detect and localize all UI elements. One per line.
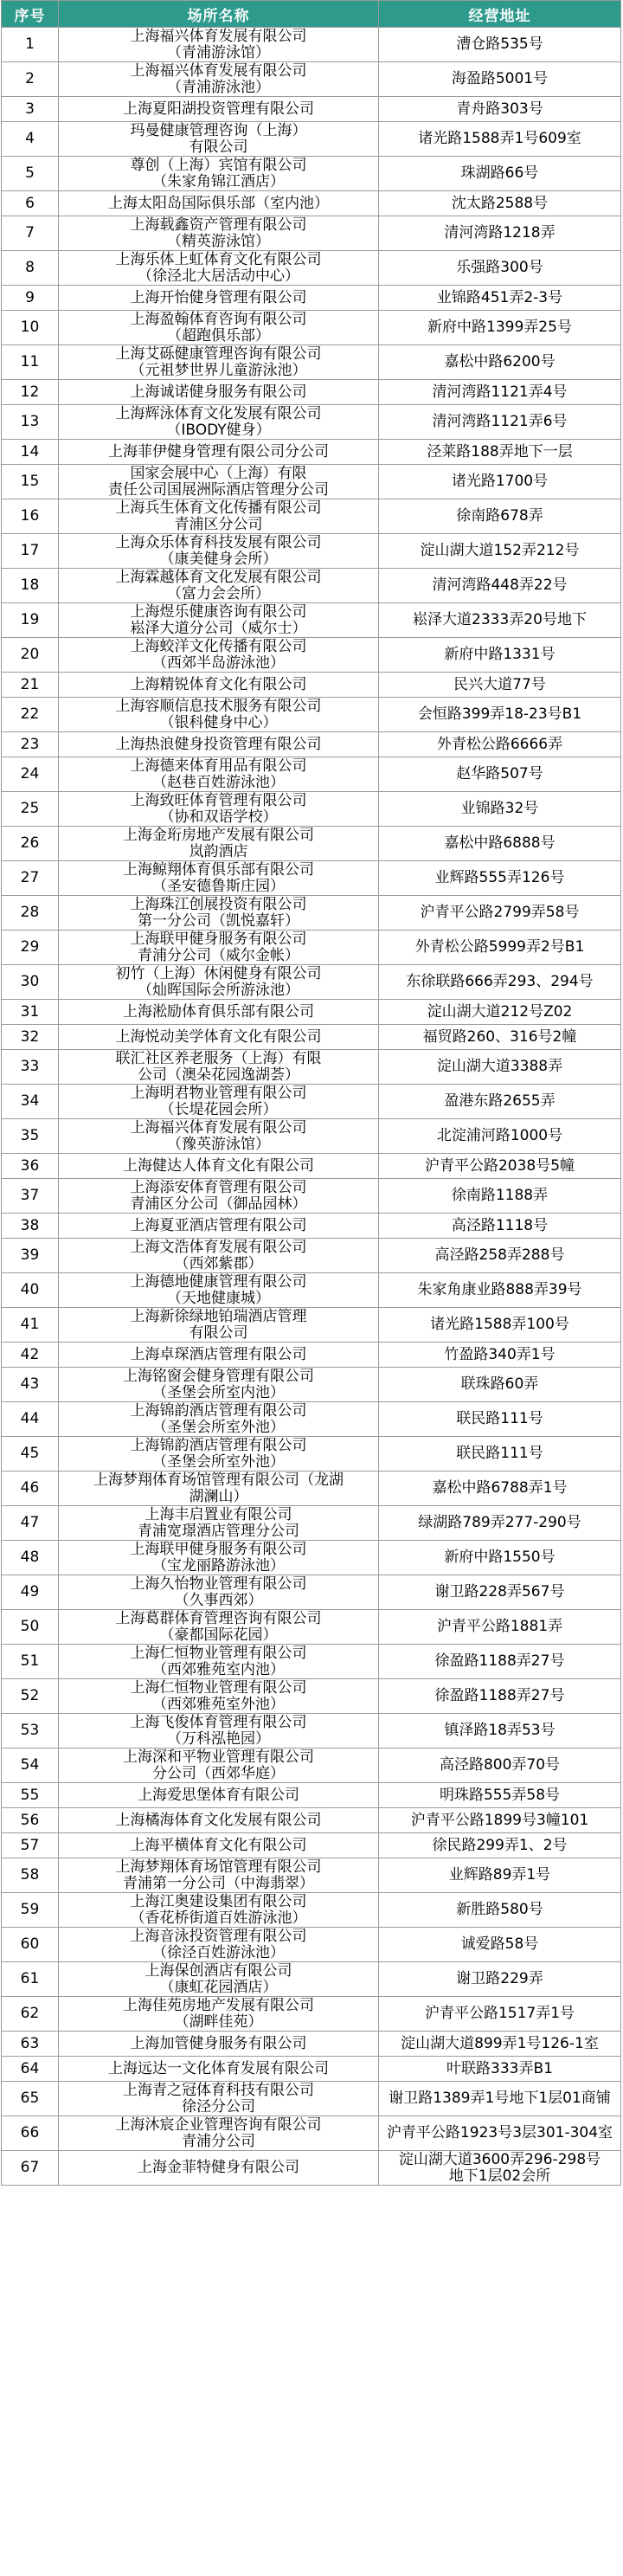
address-cell: 乐强路300号 (379, 251, 621, 286)
venue-name-cell: 上海音泳投资管理有限公司 （徐泾百姓游泳池） (59, 1928, 379, 1962)
venue-name-cell: 上海远达一文化体育发展有限公司 (59, 2057, 379, 2082)
table-row (2, 97, 621, 122)
row-number-cell: 23 (2, 732, 59, 757)
address-cell: 嘉松中路6888号 (379, 827, 621, 861)
table-row (2, 1085, 621, 1119)
address-cell: 诸光路1588弄100号 (379, 1308, 621, 1343)
table-row (2, 1402, 621, 1437)
row-number-cell: 32 (2, 1025, 59, 1050)
row-number-cell: 19 (2, 603, 59, 638)
table-row (2, 62, 621, 97)
address-cell: 业锦路451弄2-3号 (379, 286, 621, 311)
table-row (2, 1962, 621, 1997)
venue-name-cell: 上海精锐体育文化有限公司 (59, 673, 379, 698)
table-row (2, 2151, 621, 2186)
table-row (2, 191, 621, 216)
address-cell: 高泾路800弄70号 (379, 1748, 621, 1783)
table-row (2, 1714, 621, 1748)
table-row (2, 534, 621, 569)
address-cell: 漕仓路535号 (379, 28, 621, 62)
row-number-cell: 44 (2, 1402, 59, 1437)
header-number: 序号 (2, 1, 59, 28)
row-number-cell: 20 (2, 638, 59, 673)
venue-name-cell: 上海煜乐健康咨询有限公司 崧泽大道分公司（威尔士） (59, 603, 379, 638)
venue-name-cell: 上海霖越体育文化发展有限公司 （富力会会所） (59, 569, 379, 603)
address-cell: 沪青平公路1517弄1号 (379, 1997, 621, 2032)
address-cell: 淀山湖大道899弄1号126-1室 (379, 2032, 621, 2057)
venue-name-cell: 玛曼健康管理咨询（上海） 有限公司 (59, 122, 379, 157)
row-number-cell: 62 (2, 1997, 59, 2032)
venue-name-cell: 上海蛟洋文化传播有限公司 （西郊半岛游泳池） (59, 638, 379, 673)
table-row (2, 965, 621, 1000)
row-number-cell: 13 (2, 405, 59, 440)
table-row (2, 1610, 621, 1645)
venue-name-cell: 上海容顺信息技术服务有限公司 （银科健身中心） (59, 698, 379, 732)
table-row (2, 1368, 621, 1402)
address-cell: 徐南路678弄 (379, 499, 621, 534)
address-cell: 谢卫路229弄 (379, 1962, 621, 1997)
table-row (2, 2116, 621, 2151)
row-number-cell: 60 (2, 1928, 59, 1962)
venue-name-cell: 上海葛群体育管理咨询有限公司 （豪都国际花园） (59, 1610, 379, 1645)
venue-name-cell: 上海福兴体育发展有限公司 （青浦游泳池） (59, 62, 379, 97)
table-row (2, 1214, 621, 1239)
address-cell: 嘉松中路6788弄1号 (379, 1472, 621, 1506)
venue-name-cell: 上海仁恒物业管理有限公司 （西郊雅苑室外池） (59, 1679, 379, 1714)
row-number-cell: 3 (2, 97, 59, 122)
table-row (2, 1273, 621, 1308)
table-row (2, 405, 621, 440)
row-number-cell: 1 (2, 28, 59, 62)
venue-name-cell: 初竹（上海）休闲健身有限公司 （灿晖国际会所游泳池） (59, 965, 379, 1000)
table-row (2, 1154, 621, 1179)
row-number-cell: 15 (2, 465, 59, 499)
table-row (2, 638, 621, 673)
address-cell: 竹盈路340弄1号 (379, 1343, 621, 1368)
table-row (2, 603, 621, 638)
table-row (2, 1239, 621, 1273)
address-cell: 朱家角康业路888弄39号 (379, 1273, 621, 1308)
venue-name-cell: 上海诚诺健身服务有限公司 (59, 380, 379, 405)
address-cell: 民兴大道77号 (379, 673, 621, 698)
venue-name-cell: 上海深和平物业管理有限公司 分公司（西郊华庭） (59, 1748, 379, 1783)
header-address: 经营地址 (379, 1, 621, 28)
row-number-cell: 38 (2, 1214, 59, 1239)
row-number-cell: 8 (2, 251, 59, 286)
venue-name-cell: 上海佳苑房地产发展有限公司 （湖畔佳苑） (59, 1997, 379, 2032)
row-number-cell: 57 (2, 1833, 59, 1858)
row-number-cell: 43 (2, 1368, 59, 1402)
address-cell: 淀山湖大道3600弄296-298号 地下1层02会所 (379, 2151, 621, 2186)
address-cell: 沪青平公路2799弄58号 (379, 896, 621, 931)
row-number-cell: 18 (2, 569, 59, 603)
address-cell: 清河湾路1218弄 (379, 216, 621, 251)
venue-name-cell: 上海保创酒店有限公司 （康虹花园酒店） (59, 1962, 379, 1997)
address-cell: 徐盈路1188弄27号 (379, 1679, 621, 1714)
row-number-cell: 6 (2, 191, 59, 216)
table-row (2, 1858, 621, 1893)
table-row (2, 1645, 621, 1679)
address-cell: 沈太路2588号 (379, 191, 621, 216)
table-row (2, 122, 621, 157)
address-cell: 海盈路5001号 (379, 62, 621, 97)
table-row (2, 931, 621, 965)
venue-name-cell: 上海健达人体育文化有限公司 (59, 1154, 379, 1179)
table-row (2, 1050, 621, 1085)
venue-name-cell: 上海热浪健身投资管理有限公司 (59, 732, 379, 757)
table-row (2, 2032, 621, 2057)
venue-name-cell: 上海铭窗会健身管理有限公司 （圣堡会所室内池） (59, 1368, 379, 1402)
venue-name-cell: 上海梦翔体育场馆管理有限公司 青浦第一分公司（中海翡翠） (59, 1858, 379, 1893)
table-row (2, 732, 621, 757)
table-row (2, 311, 621, 345)
address-cell: 珠湖路66号 (379, 157, 621, 191)
table-row (2, 1541, 621, 1575)
address-cell: 崧泽大道2333弄20号地下 (379, 603, 621, 638)
table-row (2, 380, 621, 405)
venue-name-cell: 上海飞俊体育管理有限公司 （万科泓艳园） (59, 1714, 379, 1748)
table-row (2, 1000, 621, 1025)
address-cell: 赵华路507号 (379, 757, 621, 792)
address-cell: 诸光路1588弄1号609室 (379, 122, 621, 157)
row-number-cell: 41 (2, 1308, 59, 1343)
header-row (2, 1, 621, 28)
row-number-cell: 67 (2, 2151, 59, 2186)
address-cell: 新府中路1550号 (379, 1541, 621, 1575)
header-venue-name: 场所名称 (59, 1, 379, 28)
venue-name-cell: 上海梦翔体育场馆管理有限公司（龙湖 湖澜山） (59, 1472, 379, 1506)
address-cell: 新胜路580号 (379, 1893, 621, 1928)
venue-name-cell: 上海江奥建设集团有限公司 （香花桥街道百姓游泳池） (59, 1893, 379, 1928)
row-number-cell: 66 (2, 2116, 59, 2151)
venue-name-cell: 上海添安体育管理有限公司 青浦区分公司（御品园林） (59, 1179, 379, 1214)
venue-name-cell: 上海文浩体育发展有限公司 （西郊紫郡） (59, 1239, 379, 1273)
venue-name-cell: 上海仁恒物业管理有限公司 （西郊雅苑室内池） (59, 1645, 379, 1679)
table-row (2, 1575, 621, 1610)
venue-name-cell: 上海明君物业管理有限公司 （长堤花园会所） (59, 1085, 379, 1119)
row-number-cell: 65 (2, 2082, 59, 2116)
row-number-cell: 39 (2, 1239, 59, 1273)
venue-name-cell: 上海联甲健身服务有限公司 青浦分公司（威尔金帐） (59, 931, 379, 965)
table-row (2, 1833, 621, 1858)
address-cell: 北淀浦河路1000号 (379, 1119, 621, 1154)
venue-name-cell: 上海福兴体育发展有限公司 （豫英游泳馆） (59, 1119, 379, 1154)
row-number-cell: 22 (2, 698, 59, 732)
row-number-cell: 35 (2, 1119, 59, 1154)
row-number-cell: 31 (2, 1000, 59, 1025)
venue-name-cell: 上海载鑫资产管理有限公司 （精英游泳馆） (59, 216, 379, 251)
table-row (2, 792, 621, 827)
row-number-cell: 7 (2, 216, 59, 251)
table-row (2, 286, 621, 311)
venue-name-cell: 上海夏阳湖投资管理有限公司 (59, 97, 379, 122)
address-cell: 徐盈路1188弄27号 (379, 1645, 621, 1679)
table-row (2, 1506, 621, 1541)
table-row (2, 2082, 621, 2116)
table-row (2, 569, 621, 603)
row-number-cell: 51 (2, 1645, 59, 1679)
row-number-cell: 46 (2, 1472, 59, 1506)
table-row (2, 698, 621, 732)
table-body (2, 28, 621, 2186)
row-number-cell: 28 (2, 896, 59, 931)
address-cell: 清河湾路1121弄4号 (379, 380, 621, 405)
venue-name-cell: 上海开怡健身管理有限公司 (59, 286, 379, 311)
venue-name-cell: 上海悦动美学体育文化有限公司 (59, 1025, 379, 1050)
row-number-cell: 40 (2, 1273, 59, 1308)
venue-name-cell: 上海橘海体育文化发展有限公司 (59, 1808, 379, 1833)
row-number-cell: 10 (2, 311, 59, 345)
row-number-cell: 58 (2, 1858, 59, 1893)
venue-name-cell: 上海兵生体育文化传播有限公司 青浦区分公司 (59, 499, 379, 534)
venue-name-cell: 上海盈翰体育咨询有限公司 （超跑俱乐部） (59, 311, 379, 345)
row-number-cell: 21 (2, 673, 59, 698)
table-row (2, 499, 621, 534)
row-number-cell: 52 (2, 1679, 59, 1714)
venue-name-cell: 上海夏亚酒店管理有限公司 (59, 1214, 379, 1239)
row-number-cell: 4 (2, 122, 59, 157)
table-row (2, 827, 621, 861)
address-cell: 沪青平公路1923号3层301-304室 (379, 2116, 621, 2151)
address-cell: 诚爱路58号 (379, 1928, 621, 1962)
address-cell: 泾莱路188弄地下一层 (379, 440, 621, 465)
venue-name-cell: 上海平横体育文化有限公司 (59, 1833, 379, 1858)
venue-name-cell: 上海德地健康管理有限公司 （天地健康城） (59, 1273, 379, 1308)
address-cell: 沪青平公路1899号3幢101 (379, 1808, 621, 1833)
venue-name-cell: 上海青之冠体育科技有限公司 徐泾分公司 (59, 2082, 379, 2116)
venue-name-cell: 上海太阳岛国际俱乐部（室内池） (59, 191, 379, 216)
address-cell: 青舟路303号 (379, 97, 621, 122)
table-row (2, 1179, 621, 1214)
venue-name-cell: 上海辉泳体育文化发展有限公司 （IBODY健身） (59, 405, 379, 440)
venue-name-cell: 上海德来体育用品有限公司 （赵巷百姓游泳池） (59, 757, 379, 792)
address-cell: 明珠路555弄58号 (379, 1783, 621, 1808)
venue-name-cell: 上海丰启置业有限公司 青浦宽璟酒店管理分公司 (59, 1506, 379, 1541)
address-cell: 外青松公路5999弄2号B1 (379, 931, 621, 965)
row-number-cell: 61 (2, 1962, 59, 1997)
address-cell: 福贸路260、316号2幢 (379, 1025, 621, 1050)
row-number-cell: 56 (2, 1808, 59, 1833)
venue-name-cell: 上海菲伊健身管理有限公司分公司 (59, 440, 379, 465)
row-number-cell: 48 (2, 1541, 59, 1575)
address-cell: 镇泽路18弄53号 (379, 1714, 621, 1748)
table-row (2, 1308, 621, 1343)
row-number-cell: 27 (2, 861, 59, 896)
venue-name-cell: 上海福兴体育发展有限公司 （青浦游泳馆） (59, 28, 379, 62)
row-number-cell: 42 (2, 1343, 59, 1368)
row-number-cell: 14 (2, 440, 59, 465)
venue-table (1, 0, 621, 2186)
address-cell: 淀山湖大道152弄212号 (379, 534, 621, 569)
address-cell: 清河湾路1121弄6号 (379, 405, 621, 440)
venue-name-cell: 上海金菲特健身有限公司 (59, 2151, 379, 2186)
table-row (2, 1119, 621, 1154)
venue-name-cell: 上海乐体上虹体育文化有限公司 （徐泾北大居活动中心） (59, 251, 379, 286)
address-cell: 嘉松中路6200号 (379, 345, 621, 380)
table-row (2, 673, 621, 698)
row-number-cell: 2 (2, 62, 59, 97)
address-cell: 会恒路399弄18-23号B1 (379, 698, 621, 732)
table-row (2, 861, 621, 896)
table-row (2, 440, 621, 465)
table-row (2, 345, 621, 380)
table-row (2, 1025, 621, 1050)
address-cell: 外青松公路6666弄 (379, 732, 621, 757)
venue-name-cell: 上海加管健身服务有限公司 (59, 2032, 379, 2057)
venue-name-cell: 上海金珩房地产发展有限公司 岚韵酒店 (59, 827, 379, 861)
venue-name-cell: 上海新徐绿地铂瑞酒店管理 有限公司 (59, 1308, 379, 1343)
row-number-cell: 30 (2, 965, 59, 1000)
address-cell: 东徐联路666弄293、294号 (379, 965, 621, 1000)
venue-name-cell: 上海众乐体育科技发展有限公司 （康美健身会所） (59, 534, 379, 569)
address-cell: 沪青平公路1881弄 (379, 1610, 621, 1645)
address-cell: 绿湖路789弄277-290号 (379, 1506, 621, 1541)
venue-name-cell: 联汇社区养老服务（上海）有限 公司（澳朵花园逸湖荟） (59, 1050, 379, 1085)
row-number-cell: 63 (2, 2032, 59, 2057)
venue-name-cell: 上海艾砾健康管理咨询有限公司 （元祖梦世界儿童游泳池） (59, 345, 379, 380)
table-row (2, 1437, 621, 1472)
address-cell: 业辉路89弄1号 (379, 1858, 621, 1893)
venue-name-cell: 上海淞励体育俱乐部有限公司 (59, 1000, 379, 1025)
venue-name-cell: 上海久怡物业管理有限公司 （久事西郊） (59, 1575, 379, 1610)
table-row (2, 1748, 621, 1783)
address-cell: 诸光路1700号 (379, 465, 621, 499)
row-number-cell: 59 (2, 1893, 59, 1928)
table-row (2, 157, 621, 191)
address-cell: 业锦路32号 (379, 792, 621, 827)
address-cell: 联珠路60弄 (379, 1368, 621, 1402)
row-number-cell: 16 (2, 499, 59, 534)
address-cell: 联民路111号 (379, 1402, 621, 1437)
address-cell: 谢卫路228弄567号 (379, 1575, 621, 1610)
table-row (2, 28, 621, 62)
row-number-cell: 11 (2, 345, 59, 380)
row-number-cell: 37 (2, 1179, 59, 1214)
row-number-cell: 49 (2, 1575, 59, 1610)
row-number-cell: 29 (2, 931, 59, 965)
venue-name-cell: 上海珠江创展投资有限公司 第一分公司（凯悦嘉轩） (59, 896, 379, 931)
address-cell: 新府中路1399弄25号 (379, 311, 621, 345)
row-number-cell: 36 (2, 1154, 59, 1179)
table-row (2, 1679, 621, 1714)
address-cell: 淀山湖大道212号Z02 (379, 1000, 621, 1025)
address-cell: 联民路111号 (379, 1437, 621, 1472)
venue-name-cell: 上海锦韵酒店管理有限公司 （圣堡会所室外池） (59, 1402, 379, 1437)
row-number-cell: 33 (2, 1050, 59, 1085)
address-cell: 叶联路333弄B1 (379, 2057, 621, 2082)
table-row (2, 1472, 621, 1506)
row-number-cell: 54 (2, 1748, 59, 1783)
venue-name-cell: 上海致旺体育管理有限公司 （协和双语学校） (59, 792, 379, 827)
row-number-cell: 24 (2, 757, 59, 792)
table-row (2, 896, 621, 931)
address-cell: 淀山湖大道3388弄 (379, 1050, 621, 1085)
row-number-cell: 45 (2, 1437, 59, 1472)
row-number-cell: 55 (2, 1783, 59, 1808)
table-row (2, 1783, 621, 1808)
venue-name-cell: 上海鲸翔体育俱乐部有限公司 （圣安德鲁斯庄园） (59, 861, 379, 896)
venue-name-cell: 上海爱思堡体育有限公司 (59, 1783, 379, 1808)
row-number-cell: 25 (2, 792, 59, 827)
address-cell: 徐南路1188弄 (379, 1179, 621, 1214)
table-row (2, 1893, 621, 1928)
table-row (2, 757, 621, 792)
row-number-cell: 50 (2, 1610, 59, 1645)
row-number-cell: 5 (2, 157, 59, 191)
table-row (2, 1997, 621, 2032)
row-number-cell: 12 (2, 380, 59, 405)
row-number-cell: 64 (2, 2057, 59, 2082)
table-row (2, 1343, 621, 1368)
row-number-cell: 26 (2, 827, 59, 861)
venue-name-cell: 上海锦韵酒店管理有限公司 （圣堡会所室外池） (59, 1437, 379, 1472)
address-cell: 盈港东路2655弄 (379, 1085, 621, 1119)
address-cell: 徐民路299弄1、2号 (379, 1833, 621, 1858)
venue-name-cell: 国家会展中心（上海）有限 责任公司国展洲际酒店管理分公司 (59, 465, 379, 499)
venue-name-cell: 上海沐宸企业管理咨询有限公司 青浦分公司 (59, 2116, 379, 2151)
table-row (2, 1808, 621, 1833)
row-number-cell: 47 (2, 1506, 59, 1541)
address-cell: 清河湾路448弄22号 (379, 569, 621, 603)
row-number-cell: 34 (2, 1085, 59, 1119)
table-row (2, 1928, 621, 1962)
table-row (2, 2057, 621, 2082)
row-number-cell: 17 (2, 534, 59, 569)
table-row (2, 251, 621, 286)
address-cell: 高泾路258弄288号 (379, 1239, 621, 1273)
venue-name-cell: 上海卓琛酒店管理有限公司 (59, 1343, 379, 1368)
row-number-cell: 53 (2, 1714, 59, 1748)
table-row (2, 216, 621, 251)
address-cell: 新府中路1331号 (379, 638, 621, 673)
address-cell: 谢卫路1389弄1号地下1层01商铺 (379, 2082, 621, 2116)
address-cell: 高泾路1118号 (379, 1214, 621, 1239)
row-number-cell: 9 (2, 286, 59, 311)
address-cell: 业辉路555弄126号 (379, 861, 621, 896)
address-cell: 沪青平公路2038号5幢 (379, 1154, 621, 1179)
venue-name-cell: 尊创（上海）宾馆有限公司 （朱家角锦江酒店） (59, 157, 379, 191)
table-row (2, 465, 621, 499)
venue-name-cell: 上海联甲健身服务有限公司 （宝龙丽路游泳池） (59, 1541, 379, 1575)
